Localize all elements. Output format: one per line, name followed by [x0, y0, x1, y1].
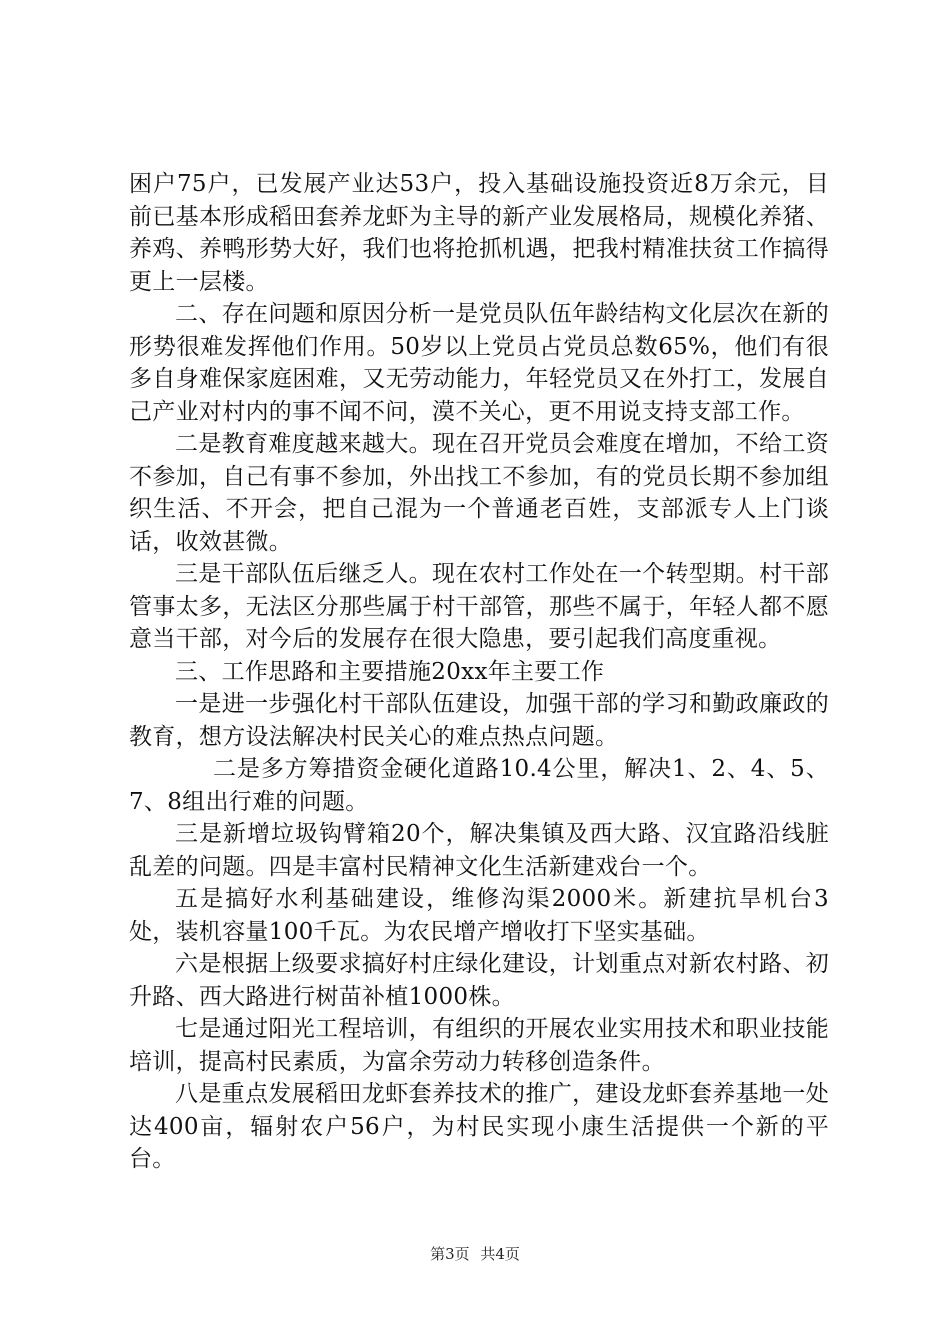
- paragraph-measure-1: 一是进一步强化村干部队伍建设，加强干部的学习和勤政廉政的教育，想方设法解决村民关心的难点热点问题。: [129, 691, 829, 750]
- page-number: 第3页: [430, 1245, 470, 1263]
- paragraph-measure-5: 五是搞好水利基础建设，维修沟渠2000米。新建抗旱机台3处，装机容量100千瓦。为农民增产增收打下坚实基础。: [129, 886, 829, 945]
- page-total: 共4页: [480, 1245, 520, 1263]
- paragraph-measure-7: 七是通过阳光工程培训，有组织的开展农业实用技术和职业技能培训，提高村民素质，为富余劳动力转移创造条件。: [129, 1016, 829, 1075]
- paragraph-measure-3-4: 三是新增垃圾钩臂箱20个，解决集镇及西大路、汉宜路沿线脏乱差的问题。四是丰富村民精神文化生活新建戏台一个。: [129, 821, 829, 880]
- paragraph-measure-6: 六是根据上级要求搞好村庄绿化建设，计划重点对新农村路、初升路、西大路进行树苗补植1000株。: [129, 951, 829, 1010]
- section-heading-work-plan: 三、工作思路和主要措施20xx年主要工作: [175, 658, 605, 685]
- paragraph-education-difficulty: 二是教育难度越来越大。现在召开党员会难度在增加，不给工资不参加，自己有事不参加，外出找工不参加，有的党员长期不参加组织生活、不开会，把自己混为一个普通老百姓，支部派专人上门谈话，收效甚微。: [129, 431, 829, 555]
- paragraph-poverty-summary: 困户75户，已发展产业达53户，投入基础设施投资近8万余元，目前已基本形成稻田套养龙虾为主导的新产业发展格局，规模化养猪、养鸡、养鸭形势大好，我们也将抢抓机遇，把我村精准扶贫工作搞得更上一层楼。: [129, 171, 829, 295]
- paragraph-cadre-succession: 三是干部队伍后继乏人。现在农村工作处在一个转型期。村干部管事太多，无法区分那些属于村干部管，那些不属于，年轻人都不愿意当干部，对今后的发展存在很大隐患，要引起我们高度重视。: [129, 561, 829, 652]
- paragraph-problems-analysis: 二、存在问题和原因分析一是党员队伍年龄结构文化层次在新的形势很难发挥他们作用。50岁以上党员占党员总数65%，他们有很多自身难保家庭困难，又无劳动能力，年轻党员又在外打工，发展自己产业对村内的事不闻不问，漠不关心，更不用说支持支部工作。: [129, 301, 829, 425]
- document-body: [129, 168, 829, 1176]
- paragraph-measure-8: 八是重点发展稻田龙虾套养技术的推广，建设龙虾套养基地一处达400亩，辐射农户56户，为村民实现小康生活提供一个新的平台。: [129, 1081, 829, 1172]
- page-footer: [0, 1244, 950, 1264]
- paragraph-measure-2: 二是多方筹措资金硬化道路10.4公里，解决1、2、4、5、7、8组出行难的问题。: [129, 756, 829, 815]
